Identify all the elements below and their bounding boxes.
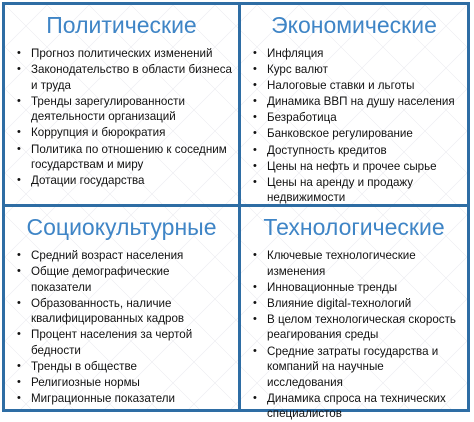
list-item (17, 296, 232, 327)
bullet-icon: • (17, 265, 21, 278)
list-item-text: Общие демографические показатели (31, 265, 170, 294)
bullet-icon: • (17, 126, 21, 139)
list-item-text: В целом технологическая скорость реагирования среды (267, 312, 456, 342)
list-item (17, 46, 232, 62)
list-item-text: Динамика спроса на технических специалистов (267, 391, 446, 421)
list-item-text: Влияние digital-технологий (267, 296, 412, 310)
bullet-icon: • (253, 312, 257, 325)
bullet-icon: • (17, 296, 21, 309)
list-item (253, 312, 461, 343)
list-item (17, 173, 232, 189)
bullet-icon: • (17, 174, 21, 187)
list-item (17, 327, 232, 358)
list-item (17, 125, 232, 141)
bullet-icon: • (17, 360, 21, 373)
list-item-text: Доступность кредитов (267, 143, 387, 157)
bullet-icon: • (17, 63, 21, 76)
bullet-icon: • (17, 376, 21, 389)
list-item (253, 78, 461, 94)
list-item-text: Коррупция и бюрократия (31, 126, 166, 140)
pest-grid (2, 2, 470, 421)
list-item (253, 126, 461, 142)
bullet-icon: • (253, 249, 257, 261)
list-item-text: Безработица (267, 111, 337, 125)
list-item-text: Политика по отношению к соседним государствам и миру (31, 142, 227, 172)
economic-list (241, 46, 467, 206)
bullet-icon: • (17, 328, 21, 341)
list-item-text: Тренды в обществе (31, 360, 137, 374)
technological-title: Технологические (263, 214, 445, 240)
list-item (253, 175, 461, 206)
list-item-text: Прогноз политических изменений (31, 47, 213, 60)
list-item (253, 391, 461, 422)
list-item (253, 248, 461, 279)
list-item-text: Динамика ВВП на душу населения (267, 95, 455, 109)
political-title: Политические (46, 12, 197, 38)
bullet-icon: • (253, 280, 257, 293)
list-item (253, 62, 461, 78)
list-item (17, 142, 232, 173)
list-item-text: Курс валют (267, 63, 328, 77)
list-item-text: Образованность, наличие квалифицированных кадров (31, 296, 185, 326)
bullet-icon: • (253, 143, 257, 156)
list-item-text: Ключевые технологические изменения (267, 249, 416, 278)
bullet-icon: • (17, 94, 21, 107)
list-item-text: Цены на аренду и продажу недвижимости (267, 175, 414, 205)
list-item (17, 94, 232, 125)
list-item (17, 391, 232, 407)
list-item-text: Инфляция (267, 47, 324, 60)
bullet-icon: • (253, 79, 257, 92)
bullet-icon: • (253, 127, 257, 140)
bullet-icon: • (253, 159, 257, 172)
list-item-text: Инновационные тренды (267, 280, 398, 294)
list-item-text: Тренды зарегулированности деятельности организаций (31, 94, 185, 124)
bullet-icon: • (253, 95, 257, 108)
bullet-icon: • (253, 175, 257, 188)
list-item-text: Религиозные нормы (31, 376, 140, 390)
political-list (5, 46, 238, 189)
bullet-icon: • (253, 391, 257, 404)
technological-quadrant (241, 207, 467, 421)
list-item (253, 159, 461, 175)
list-item (253, 94, 461, 110)
bullet-icon: • (17, 392, 21, 405)
list-item-text: Цены на нефть и прочее сырье (267, 159, 437, 173)
list-item (253, 143, 461, 159)
economic-title: Экономические (271, 12, 437, 38)
list-item (17, 375, 232, 391)
list-item-text: Законодательство в области бизнеса и труда (31, 63, 232, 92)
list-item-text: Дотации государства (31, 174, 145, 188)
list-item (17, 248, 232, 264)
list-item (253, 280, 461, 296)
bullet-icon: • (17, 47, 21, 59)
sociocultural-title: Социокультурные (26, 214, 217, 240)
bullet-icon: • (17, 249, 21, 261)
bullet-icon: • (253, 63, 257, 76)
bullet-icon: • (253, 344, 257, 357)
sociocultural-list (5, 248, 238, 407)
bullet-icon: • (253, 47, 257, 59)
list-item-text: Процент населения за чертой бедности (31, 328, 193, 358)
list-item-text: Средние затраты государства и компаний на научные исследования (267, 344, 439, 389)
list-item-text: Банковское регулирование (267, 127, 413, 141)
list-item (253, 46, 461, 62)
bullet-icon: • (253, 111, 257, 124)
list-item (17, 62, 232, 93)
list-item (253, 344, 461, 391)
sociocultural-quadrant (5, 207, 238, 409)
list-item-text: Средний возраст населения (31, 249, 184, 262)
political-quadrant (5, 5, 238, 204)
list-item (17, 264, 232, 295)
economic-quadrant (241, 5, 467, 204)
list-item (253, 296, 461, 312)
list-item (253, 110, 461, 126)
bullet-icon: • (17, 142, 21, 155)
list-item (17, 359, 232, 375)
list-item-text: Миграционные показатели (31, 392, 175, 406)
list-item-text: Налоговые ставки и льготы (267, 79, 415, 93)
bullet-icon: • (253, 296, 257, 309)
technological-list (241, 248, 467, 422)
